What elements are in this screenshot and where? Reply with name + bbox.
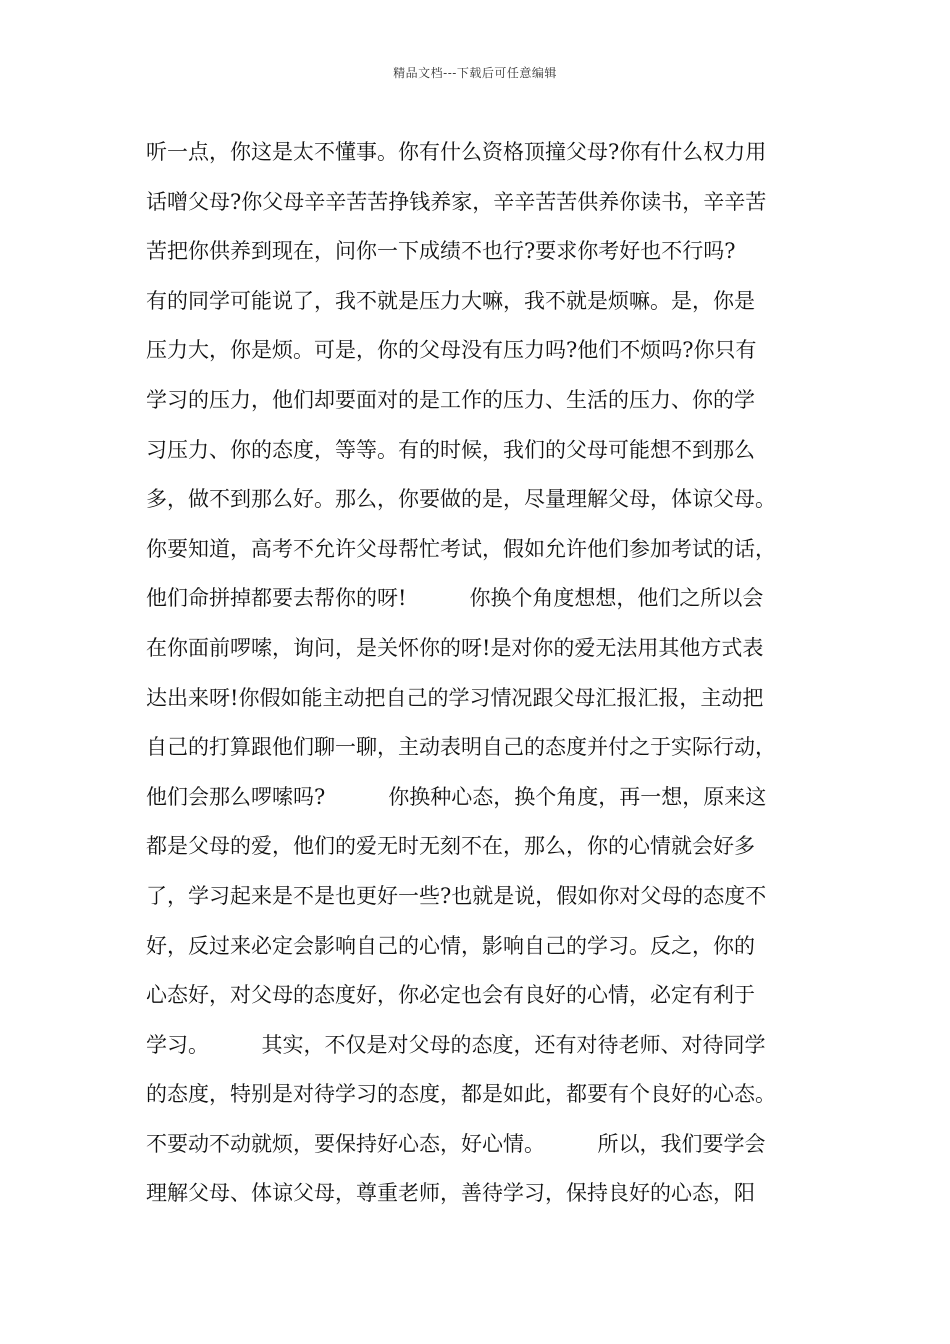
text-line: 你要知道，高考不允许父母帮忙考试，假如允许他们参加考试的话， (146, 536, 776, 561)
text-line: 苦把你供养到现在，问你一下成绩不也行?要求你考好也不行吗? (146, 239, 736, 264)
text-line: 不要动不动就烦，要保持好心态，好心情。 所以，我们要学会 (146, 1131, 766, 1156)
text-line: 学习。 其实，不仅是对父母的态度，还有对待老师、对待同学 (146, 1032, 766, 1057)
text-line: 心态好，对父母的态度好，你必定也会有良好的心情，必定有利于 (146, 983, 755, 1008)
text-line: 习压力、你的态度，等等。有的时候，我们的父母可能想不到那么 (146, 437, 755, 462)
text-line: 听一点，你这是太不懂事。你有什么资格顶撞父母?你有什么权力用 (146, 140, 767, 164)
text-line: 在你面前啰嗦，询问，是关怀你的呀!是对你的爱无法用其他方式表 (146, 635, 764, 660)
text-line: 了，学习起来是不是也更好一些?也就是说，假如你对父母的态度不 (146, 883, 767, 908)
document-body (146, 128, 826, 1219)
text-line: 学习的压力，他们却要面对的是工作的压力、生活的压力、你的学 (146, 387, 755, 412)
text-line: 都是父母的爱，他们的爱无时无刻不在，那么，你的心情就会好多 (146, 834, 755, 859)
text-line: 有的同学可能说了，我不就是压力大嘛，我不就是烦嘛。是，你是 (146, 288, 755, 313)
text-line: 他们会那么啰嗦吗? 你换种心态，换个角度，再一想，原来这 (146, 784, 767, 809)
text-line: 好，反过来必定会影响自己的心情，影响自己的学习。反之，你的 (146, 933, 755, 958)
text-line: 理解父母、体谅父母，尊重老师，善待学习，保持良好的心态，阳 (146, 1181, 755, 1206)
text-line: 自己的打算跟他们聊一聊，主动表明自己的态度并付之于实际行动， (146, 735, 776, 760)
text-line: 的态度，特别是对待学习的态度，都是如此，都要有个良好的心态。 (146, 1082, 776, 1107)
text-line: 话噌父母?你父母辛辛苦苦挣钱养家，辛辛苦苦供养你读书，辛辛苦 (146, 189, 767, 214)
page-header: 精品文档---下载后可任意编辑 (393, 66, 557, 80)
text-line: 他们命拼掉都要去帮你的呀! 你换个角度想想，他们之所以会 (146, 586, 764, 611)
text-line: 达出来呀!你假如能主动把自己的学习情况跟父母汇报汇报，主动把 (146, 685, 764, 710)
text-line: 压力大，你是烦。可是，你的父母没有压力吗?他们不烦吗?你只有 (146, 338, 757, 363)
text-line: 多，做不到那么好。那么，你要做的是，尽量理解父母，体谅父母。 (146, 487, 776, 512)
